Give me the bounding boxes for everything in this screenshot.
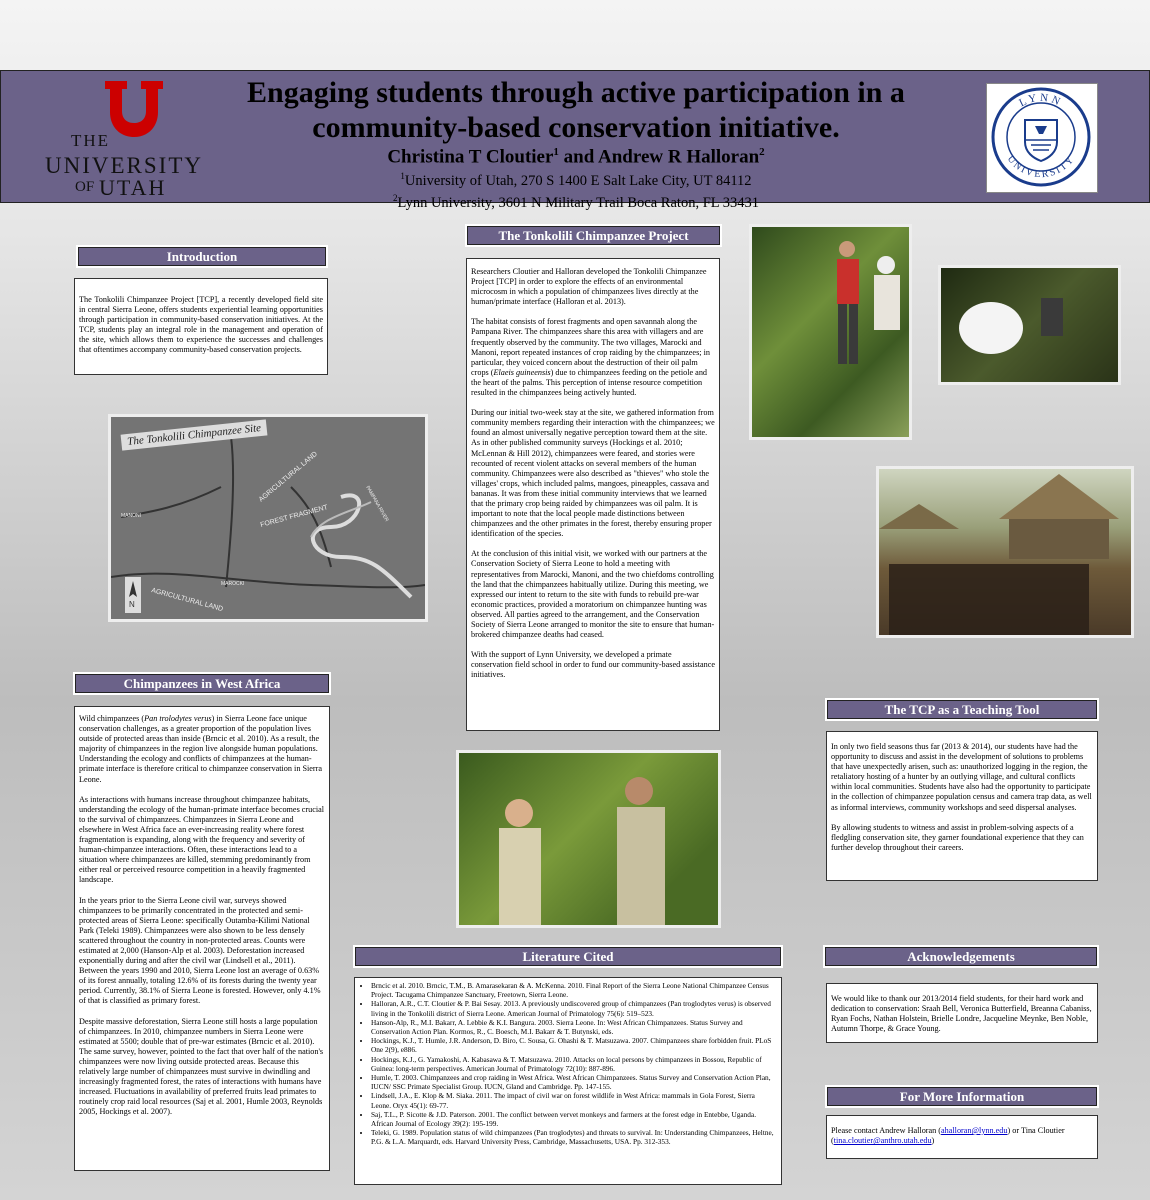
cwa-p1-italic: Pan trolodytes verus (144, 714, 212, 723)
tcp-p2-italic: Elaeis guineensis (493, 367, 551, 377)
affiliation-2-sup: 2 (393, 193, 398, 204)
more-info-text-b: ) or Tina Cloutier ( (831, 1126, 1065, 1146)
reference-item: • Brncic et al. 2010. Brncic, T.M., B. Amarasekaran & A. McKenna. 2010. Final Report of the Sierra Leone National Chimpanzee Census Project. Tacugama Chimpanzee Sanctuary, Freetown, Sierra Leone. (371, 981, 775, 999)
author-2: and Andrew R Halloran (558, 146, 760, 168)
logo-university: UNIVERSITY (45, 153, 203, 178)
more-info-text-c: ) (931, 1136, 935, 1146)
tcp-p2-a: The habitat consists of forest fragments and open savannah along the Pampana River. The chimpanzees share this area with villagers and are frequently observed by the community. The two villages, Marocki and Manoni, report repeated instances of crop raiding by the chimpanzees; in particular, they voiced concern about the destruction of their oil palm crops ( (471, 317, 710, 377)
chimpanzees-west-africa-text (74, 706, 330, 1171)
reference-item: • Hockings, K.J., G. Yamakoshi, A. Kabasawa & T. Matsuzawa. 2010. Attacks on local persons by chimpanzees in Bossou, Republic of Guinea: long-term perspectives. American Journal of Primatology 72(10): 887-896. (371, 1055, 775, 1073)
author-2-sup: 2 (759, 146, 765, 158)
lynn-seal-icon (987, 84, 1095, 190)
more-info-text-a: Please contact Andrew Halloran ( (831, 1126, 942, 1135)
tcp-paragraph-2 (471, 317, 715, 398)
affiliation-1-sup: 1 (400, 171, 405, 182)
cwa-p1-b: ) in Sierra Leone face unique conservation challenges, as a greater proportion of the population lives outside of protected areas than inside (Brncic et al. 2010). As a result, the majority of chimpanzees in the region live alongside human populations. Understanding the ecology and conflicts of chimpanzees at the human-primate interface is therefore critical to chimpanzee conservation in Sierra Leone. (79, 714, 323, 784)
photo-figures (752, 227, 909, 437)
logo-of: OF (75, 179, 95, 195)
chimpanzees-west-africa-heading: Chimpanzees in West Africa (75, 674, 329, 693)
title-line-2: community-based conservation initiative. (312, 111, 840, 144)
field-work-figures (459, 753, 718, 925)
affiliation-1-text: University of Utah, 270 S 1400 E Salt Lake City, UT 84112 (404, 173, 752, 190)
more-info-text (826, 1115, 1098, 1159)
logo-the: THE (71, 131, 111, 150)
logo-utah: UTAH (99, 175, 167, 200)
poster-header (0, 70, 1150, 211)
lynn-logo-bottom-text: UNIVERSITY (1004, 153, 1078, 181)
teaching-tool-heading: The TCP as a Teaching Tool (827, 700, 1097, 719)
map-label-river: PAMPANA RIVER (364, 485, 390, 523)
authors (206, 146, 946, 168)
reference-item: • Hanson-Alp, R., M.I. Bakarr, A. Lebbie & K.I. Bangura. 2003. Sierra Leone. In: West African Chimpanzees. Status Survey and Conservation Action Plan. Kormos, R., C. Boesch, M.I. Bakarr & T. Butynski, eds. (371, 1018, 775, 1036)
literature-cited-list (354, 977, 782, 1185)
teaching-tool-text (826, 731, 1098, 881)
acknowledgements-heading: Acknowledgements (825, 947, 1097, 966)
introduction-paragraph: The Tonkolili Chimpanzee Project [TCP], a recently developed field site in central Sierra Leone, offers students experiential learning opportunities through participation in community-based conservation initiatives. At the TCP, students play an integral role in the management and operation of the site, which allows them to experience the successes and challenges that oftentimes accompany community-based conservation projects. (79, 295, 323, 355)
email-link-cloutier[interactable]: tina.cloutier@anthro.utah.edu (833, 1136, 932, 1146)
cwa-paragraph-2: As interactions with humans increase throughout chimpanzee habitats, understanding the ecology of the human-primate interface becomes crucial to the survival of chimpanzees. Chimpanzees in Sierra Leone and elsewhere in West Africa face an ever-increasing reality where forest fragmentation is expanding, along with the frequency and severity of human-chimpanzee interactions. Often, these interactions lead to a situation where chimpanzees are killed, stemming predominantly from either real or perceived resource competition in a heavily fragmented landscape. (79, 794, 325, 885)
teaching-paragraph-1: In only two field seasons thus far (2013 & 2014), our students have had the opportunity to discuss and assist in the development of solutions to problems that have unexpectedly arisen, such as: unauthorized logging in the region, the retaliatory hosting of a hunter by an outlying village, and cultural conflicts within local communities. Students have also had the opportunity to participate in the collection of chimpanzee population census and camera trap data, as well as informal interviews, community workshops and seed dispersal analyses. (831, 742, 1092, 812)
photo-students-in-forest (749, 224, 912, 440)
introduction-text (74, 278, 328, 375)
acknowledgements-text (826, 983, 1098, 1043)
photo-camera-trap (938, 265, 1121, 385)
map-label-agri-1: AGRICULTURAL LAND (257, 450, 319, 504)
village-figures (879, 469, 1131, 635)
tcp-paragraph-4: At the conclusion of this initial visit, we worked with our partners at the Conservation Society of Sierra Leone to hold a meeting with representatives from Marocki, Manoni, and the two chiefdoms controlling the land that the chimpanzees habitually utilize. During this meeting, we expressed our intent to return to the site with funds to rebuild pre-war economic practices, provided a moratorium on chimpanzee hunting was observed. All parties agreed to the arrangement, and the Conservation Society of Sierra Leone arranged to monitor the site to ensure that human-brokered chimpanzee deaths had ceased. (471, 549, 715, 640)
email-link-halloran[interactable]: ahalloran@lynn.edu (941, 1126, 1008, 1135)
camera-trap-figure (941, 268, 1118, 382)
block-u-icon (105, 81, 163, 137)
cwa-paragraph-1 (79, 714, 325, 785)
affiliation-2 (206, 190, 946, 212)
map-label-marocki: MAROCKI (221, 581, 245, 587)
more-info-heading: For More Information (827, 1087, 1097, 1106)
reference-item: • Halloran, A.R., C.T. Cloutier & P. Bai Sesay. 2013. A previously undiscovered group of chimpanzees (Pan troglodytes verus) is observed living in the Tonkolili district of Sierra Leone. American Journal of Primatology 75(6): 519–523. (371, 999, 775, 1017)
tcp-text (466, 258, 720, 731)
lynn-logo-top-text: LYNN (1017, 91, 1065, 110)
title-block (206, 75, 946, 212)
map-label-manoni: MANONI (121, 513, 141, 519)
teaching-paragraph-2: By allowing students to witness and assist in problem-solving aspects of a fledgling conservation site, they garner foundational experience that they can further develop throughout their careers. (831, 822, 1084, 852)
map-drawing (111, 417, 425, 619)
author-1-sup: 1 (553, 146, 559, 158)
cwa-paragraph-3: In the years prior to the Sierra Leone civil war, surveys showed chimpanzees to be primarily concentrated in the protected and semi-protected areas of Sierra Leone: specifically Outamba-Kilimi National Park (Teleki 1989). Chimpanzees were also shown to be less densely scattered throughout the country in non-protected areas. Counts were estimated at 2,000 (Hanson-Alp et al. 2003). Deforestation increased exponentially during and after the civil war (Lindsell et al., 2011). Between the years 1990 and 2010, Sierra Leone lost an average of 0.63% of its forest annually, totaling 12.6% of its forests during the twenty year period. Currently, 38.1% of Sierra Leone is forested. However, only 4.1% of that is classified as primary forest. (79, 895, 321, 1006)
photo-village-children (876, 466, 1134, 638)
tcp-paragraph-3: During our initial two-week stay at the site, we gathered information from community members regarding their interaction with the chimpanzees; we found an almost universally negative perception toward them at the site. As in other published community surveys (Hockings et al. 2010; McLennan & Hill 2012), chimpanzees were feared, and stories were recounted of recent violent attacks on several members of the human community. Chimpanzees were also described as "thieves" who stole the villages' crops, which included palms, mangoes, pineapples, cassava and bananas. It was from these initial community interviews that we learned that the primary crop being raided by chimpanzees was oil palm. It is important to note that the local people made distinctions between chimpanzees and the other primates in the forest, thereby ensuring proper identification of the species. (471, 408, 715, 539)
acknowledgements-paragraph: We would like to thank our 2013/2014 field students, for their hard work and dedication to conservation: Sraah Bell, Veronica Butterfield, Breanna Cabaniss, Ryan Fochs, Nathan Holstein, Brielle Londre, Jacqueline Meynke, Ben Noble, Autumn Thorpe, & Grace Young. (831, 994, 1092, 1034)
university-of-utah-logo (41, 81, 206, 200)
reference-item: • Lindsell, J.A., E. Klop & M. Siaka. 2011. The impact of civil war on forest wildlife in West Africa: mammals in Gola Forest, Sierra Leone. Oryx 45(1): 69-77. (371, 1091, 775, 1109)
title-line-1: Engaging students through active participation in a (247, 76, 905, 109)
cwa-p1-a: Wild chimpanzees ( (79, 714, 145, 723)
photo-field-work (456, 750, 721, 928)
lynn-university-logo (986, 83, 1098, 193)
author-1: Christina T Cloutier (387, 146, 554, 168)
reference-item: • Hockings, K.J., T. Humle, J.R. Anderson, D. Biro, C. Sousa, G. Ohashi & T. Matsuzawa. 2007. Chimpanzees share forbidden fruit. PLoS One 2(9), e886. (371, 1036, 775, 1054)
map-label-agri-2: AGRICULTURAL LAND (150, 587, 224, 614)
reference-item: • Saj, T.L., P. Sicotte & J.D. Paterson. 2001. The conflict between vervet monkeys and farmers at the forest edge in Entebbe, Uganda. African Journal of Ecology 39(2): 195-199. (371, 1110, 775, 1128)
affiliation-1 (206, 168, 946, 190)
affiliation-2-text: Lynn University, 3601 N Military Trail Boca Raton, FL 33431 (397, 194, 759, 211)
tcp-heading: The Tonkolili Chimpanzee Project (467, 226, 720, 245)
map-north-label: N (129, 600, 135, 609)
svg-text:LYNN (1017, 92, 1064, 110)
tcp-paragraph-1: Researchers Cloutier and Halloran developed the Tonkolili Chimpanzee Project [TCP] in order to explore the effects of an environmental microcosm in which a population of chimpanzees lives directly at the human/primate interface (Halloran et al. 2013). (471, 267, 707, 307)
tcp-paragraph-5: With the support of Lynn University, we developed a primate conservation field school in order to fund our community-based assistance initiatives. (471, 650, 715, 680)
introduction-heading: Introduction (78, 247, 326, 266)
poster-title (206, 75, 946, 145)
reference-item: • Teleki, G. 1989. Population status of wild chimpanzees (Pan troglodytes) and threats to survival. In: Understanding Chimpanzees, Heltne, P.G. & L.A. Marquardt, eds. Harvard University Press, Cambridge, Massachusetts, USA. Pp. 312-353. (371, 1128, 775, 1146)
tcp-p2-b: ) due to chimpanzees feeding on the petiole and the heart of the palms. This perception of intense resource competition resulted in the chimpanzees being actively hunted. (471, 367, 708, 398)
cwa-paragraph-4: Despite massive deforestation, Sierra Leone still hosts a large population of chimpanzees. In 2010, chimpanzee numbers in Sierra Leone were estimated at 5500; double that of pre-war estimates (Brncic et al. 2010). The same survey, however, pointed to the fact that over half of the nation's chimpanzees were now living outside protected areas. Because this relatively large number of chimpanzees must survive in dwindling and increasingly fragmented forest, the rates of interactions with humans have increased. Fluctuations in availability of preferred fruits lead primates to routinely crop raid local resources (Saj et al. 2001, Humle 2003, Reynolds 2005, Hockings et al. 2007). (79, 1016, 324, 1117)
map-title: The Tonkolili Chimpanzee Site (121, 419, 268, 450)
references-list (361, 981, 775, 1147)
map-label-forest: FOREST FRAGMENT (259, 504, 329, 529)
reference-item: • Humle, T. 2003. Chimpanzees and crop raiding in West Africa. West African Chimpanzees. Status Survey and Conservation Action Plan, IUCN/ SSC Primate Specialist Group. IUCN, Gland and Cambridge. Pp. 147-155. (371, 1073, 775, 1091)
tonkolili-site-map (108, 414, 428, 622)
literature-cited-heading: Literature Cited (355, 947, 781, 966)
